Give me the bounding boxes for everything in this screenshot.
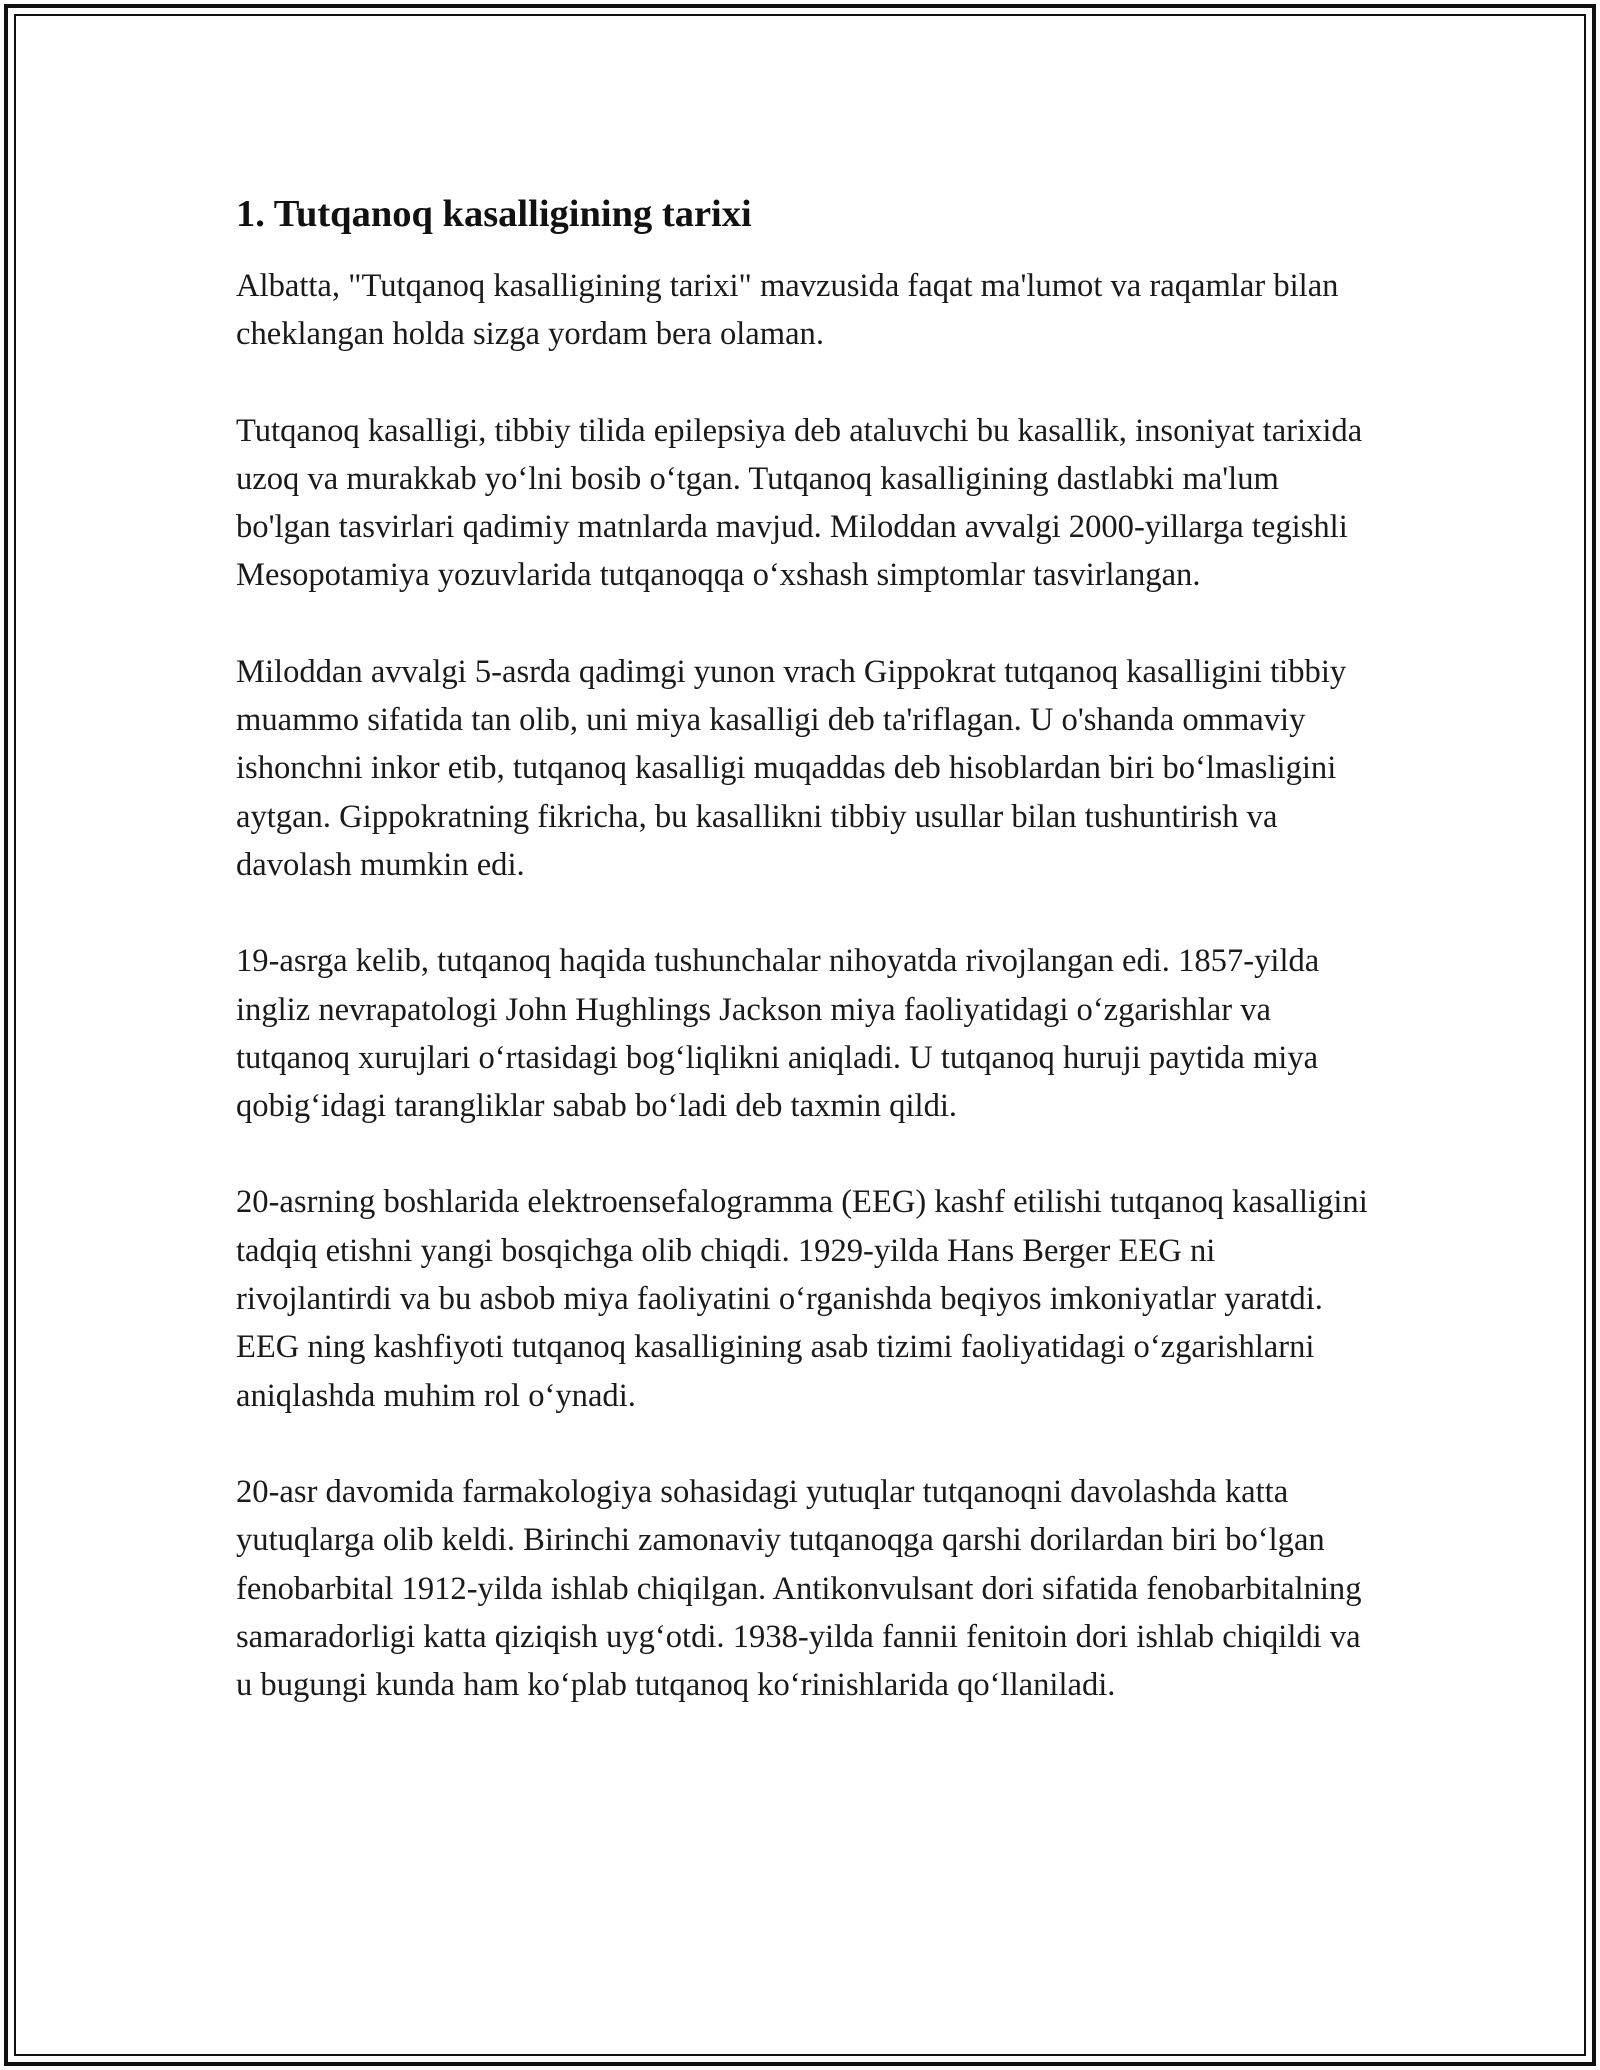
paragraph-hippocrates: Miloddan avvalgi 5-asrda qadimgi yunon vrach Gippokrat tutqanoq kasalligini tibbiy muammo sifatida tan olib, uni miya kasalligi deb ta'riflagan. U o'shanda ommaviy ishonchni inkor etib, tutqanoq kasalligi muqaddas deb hisoblardan biri bo‘lmasligini aytgan. Gippokratning fikricha, bu kasallikni tibbiy usullar bilan tushuntirish va davolash mumkin edi. bbox=[236, 653, 1347, 883]
paragraph-eeg: 20-asrning boshlarida elektroensefalogramma (EEG) kashf etilishi tutqanoq kasalligini tadqiq etishni yangi bosqichga olib chiqdi. 1929-yilda Hans Berger EEG ni rivojlantirdi va bu asbob miya faoliyatini o‘rganishda beqiyos imkoniyatlar yaratdi. EEG ning kashfiyoti tutqanoq kasalligining asab tizimi faoliyatidagi o‘zgarishlarni aniqlashda muhim rol o‘ynadi. bbox=[236, 1184, 1368, 1414]
paragraph-ancient-history: Tutqanoq kasalligi, tibbiy tilida epilepsiya deb ataluvchi bu kasallik, insoniyat tarixida uzoq va murakkab yo‘lni bosib o‘tgan. Tutqanoq kasalligining dastlabki ma'lum bo'lgan tasvirlari qadimiy matnlarda mavjud. Miloddan avvalgi 2000-yillarga tegishli Mesopotamiya yozuvlarida tutqanoqqa o‘xshash simptomlar tasvirlangan. bbox=[236, 412, 1363, 594]
paragraph-intro: Albatta, "Tutqanoq kasalligining tarixi" mavzusida faqat ma'lumot va raqamlar bilan cheklangan holda sizga yordam bera olaman. bbox=[236, 268, 1339, 353]
paragraph-pharmacology: 20-asr davomida farmakologiya sohasidagi yutuqlar tutqanoqni davolashda katta yutuqlarga olib keldi. Birinchi zamonaviy tutqanoqga qarshi dorilardan biri bo‘lgan fenobarbital 1912-yilda ishlab chiqilgan. Antikonvulsant dori sifatida fenobarbitalning samaradorligi katta qiziqish uyg‘otdi. 1938-yilda fannii fenitoin dori ishlab chiqildi va u bugungi kunda ham ko‘plab tutqanoq ko‘rinishlarida qo‘llaniladi. bbox=[236, 1473, 1362, 1704]
document-body bbox=[236, 186, 1376, 1709]
paragraph-19th-century: 19-asrga kelib, tutqanoq haqida tushunchalar nihoyatda rivojlangan edi. 1857-yilda ingliz nevrapatologi John Hughlings Jackson miya faoliyatidagi o‘zgarishlar va tutqanoq xurujlari o‘rtasidagi bog‘liqlikni aniqladi. U tutqanoq huruji paytida miya qobig‘idagi tarangliklar sabab bo‘ladi deb taxmin qildi. bbox=[236, 943, 1320, 1125]
section-heading: 1. Tutqanoq kasalligining tarixi bbox=[236, 193, 752, 235]
